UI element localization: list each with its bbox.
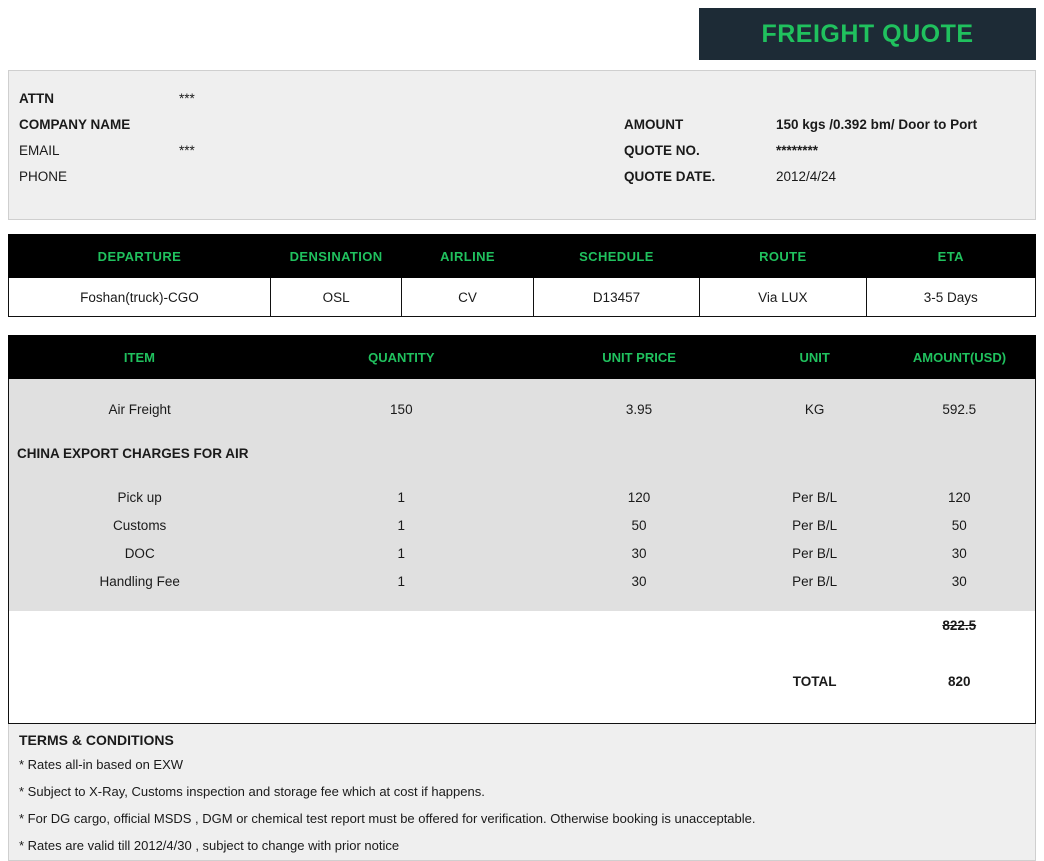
attn-label: ATTN [19,90,54,106]
subtotal-spacer [532,611,746,639]
terms-title: TERMS & CONDITIONS [19,732,174,748]
route-value-schedule: D13457 [533,278,699,317]
spacer-cell [746,467,884,483]
charge-item-name: Handling Fee [9,567,271,595]
spacer-cell [532,423,746,439]
spacer-cell [532,695,746,723]
route-value-route: Via LUX [700,278,866,317]
info-row-quote-no [624,137,1044,163]
spacer-cell [9,639,271,667]
spacer-cell [746,595,884,611]
company-name-label: COMPANY NAME [19,116,131,132]
charges-table [8,335,1036,723]
spacer-cell [746,379,884,396]
info-row-amount [624,111,1044,137]
info-row-quote-date [624,163,1044,189]
spacer-cell [883,423,1035,439]
table-row [9,539,1036,567]
totals-spacer-row [9,639,1036,667]
charge-item-name: Air Freight [9,395,271,423]
charges-header-unit: UNIT [746,336,884,379]
charge-item-amount: 592.5 [883,395,1035,423]
quote-date-value: 2012/4/24 [776,168,837,184]
charge-item-unit: Per B/L [746,539,884,567]
route-header-route: ROUTE [700,235,866,278]
email-value: *** [179,142,195,158]
route-header-row [9,235,1036,278]
spacer-cell [270,595,532,611]
charge-item-amount: 120 [883,483,1035,511]
amount-label: AMOUNT [624,116,684,132]
total-spacer [532,667,746,695]
charges-section-title-row [9,439,1036,467]
charges-section-title: CHINA EXPORT CHARGES FOR AIR [9,439,1036,467]
route-table [8,234,1036,317]
subtotal-spacer [9,611,271,639]
charge-item-quantity: 1 [270,567,532,595]
charge-item-unit-price: 50 [532,511,746,539]
charge-item-name: Customs [9,511,271,539]
terms-line: * Rates are valid till 2012/4/30 , subject to change with prior notice [19,838,400,853]
quote-no-value: ******** [776,142,819,158]
charges-spacer-row [9,595,1036,611]
spacer-cell [532,467,746,483]
spacer-cell [532,379,746,396]
total-row [9,667,1036,695]
charge-item-unit-price: 120 [532,483,746,511]
spacer-cell [746,695,884,723]
charge-item-amount: 30 [883,567,1035,595]
info-row-email [19,137,519,163]
header-title-banner [699,8,1036,60]
header-logo-area [8,8,699,60]
spacer-cell [9,595,271,611]
charges-spacer-row [9,467,1036,483]
route-header-eta: ETA [866,235,1036,278]
route-value-destination: OSL [270,278,401,317]
charge-item-name: Pick up [9,483,271,511]
charges-spacer-row [9,423,1036,439]
route-header-schedule: SCHEDULE [533,235,699,278]
charge-item-unit: KG [746,395,884,423]
spacer-cell [883,695,1035,723]
totals-bottom-spacer-row [9,695,1036,723]
route-header-destination: DENSINATION [270,235,401,278]
total-value: 820 [883,667,1035,695]
spacer-cell [883,595,1035,611]
subtotal-row [9,611,1036,639]
quote-meta-group [624,111,1044,189]
route-header-airline: AIRLINE [402,235,533,278]
spacer-cell [270,379,532,396]
spacer-cell [883,467,1035,483]
table-row [9,511,1036,539]
route-value-eta: 3-5 Days [866,278,1036,317]
charges-spacer-row [9,379,1036,396]
charge-item-amount: 30 [883,539,1035,567]
charges-header-item: ITEM [9,336,271,379]
charge-item-quantity: 1 [270,483,532,511]
spacer-cell [532,595,746,611]
quote-info-panel [8,70,1036,220]
route-value-departure: Foshan(truck)-CGO [9,278,271,317]
table-row [9,395,1036,423]
spacer-cell [270,467,532,483]
subtotal-spacer [746,611,884,639]
charge-item-unit-price: 3.95 [532,395,746,423]
charge-item-unit: Per B/L [746,483,884,511]
charge-item-amount: 50 [883,511,1035,539]
info-row-company [19,111,519,137]
charges-header-unit-price: UNIT PRICE [532,336,746,379]
spacer-cell [9,423,271,439]
charge-item-quantity: 150 [270,395,532,423]
table-row [9,567,1036,595]
phone-label: PHONE [19,168,68,184]
subtotal-spacer [270,611,532,639]
terms-line: * Rates all-in based on EXW [19,757,184,772]
spacer-cell [883,639,1035,667]
charge-item-unit: Per B/L [746,567,884,595]
terms-line: * For DG cargo, official MSDS , DGM or chemical test report must be offered for verification. Otherwise booking is unacceptable. [19,811,756,826]
attn-value: *** [179,90,195,106]
charge-item-name: DOC [9,539,271,567]
amount-value: 150 kgs /0.392 bm/ Door to Port [776,116,978,132]
spacer-cell [746,423,884,439]
charge-item-quantity: 1 [270,539,532,567]
spacer-cell [9,467,271,483]
total-label: TOTAL [746,667,884,695]
spacer-cell [532,639,746,667]
email-label: EMAIL [19,142,60,158]
charges-section [8,335,1036,724]
charges-header-quantity: QUANTITY [270,336,532,379]
total-spacer [270,667,532,695]
info-row-attn [19,85,519,111]
quote-no-label: QUOTE NO. [624,142,700,158]
spacer-cell [9,379,271,396]
subtotal-value: 822.5 [883,611,1035,639]
info-row-phone [19,163,519,189]
page-title: FREIGHT QUOTE [761,19,974,48]
spacer-cell [746,639,884,667]
contact-info-group [19,85,519,189]
charge-item-unit-price: 30 [532,567,746,595]
charges-header-amount: AMOUNT(USD) [883,336,1035,379]
route-value-row [9,278,1036,317]
route-value-airline: CV [402,278,533,317]
charge-item-quantity: 1 [270,511,532,539]
document-header [8,8,1036,60]
charge-item-unit-price: 30 [532,539,746,567]
charge-item-unit: Per B/L [746,511,884,539]
spacer-cell [270,423,532,439]
route-header-departure: DEPARTURE [9,235,271,278]
spacer-cell [270,639,532,667]
spacer-cell [9,695,271,723]
total-spacer [9,667,271,695]
terms-line: * Subject to X-Ray, Customs inspection and storage fee which at cost if happens. [19,784,485,799]
table-row [9,483,1036,511]
spacer-cell [270,695,532,723]
spacer-cell [883,379,1035,396]
terms-and-conditions [8,724,1036,861]
charges-header-row [9,336,1036,379]
quote-date-label: QUOTE DATE. [624,168,716,184]
